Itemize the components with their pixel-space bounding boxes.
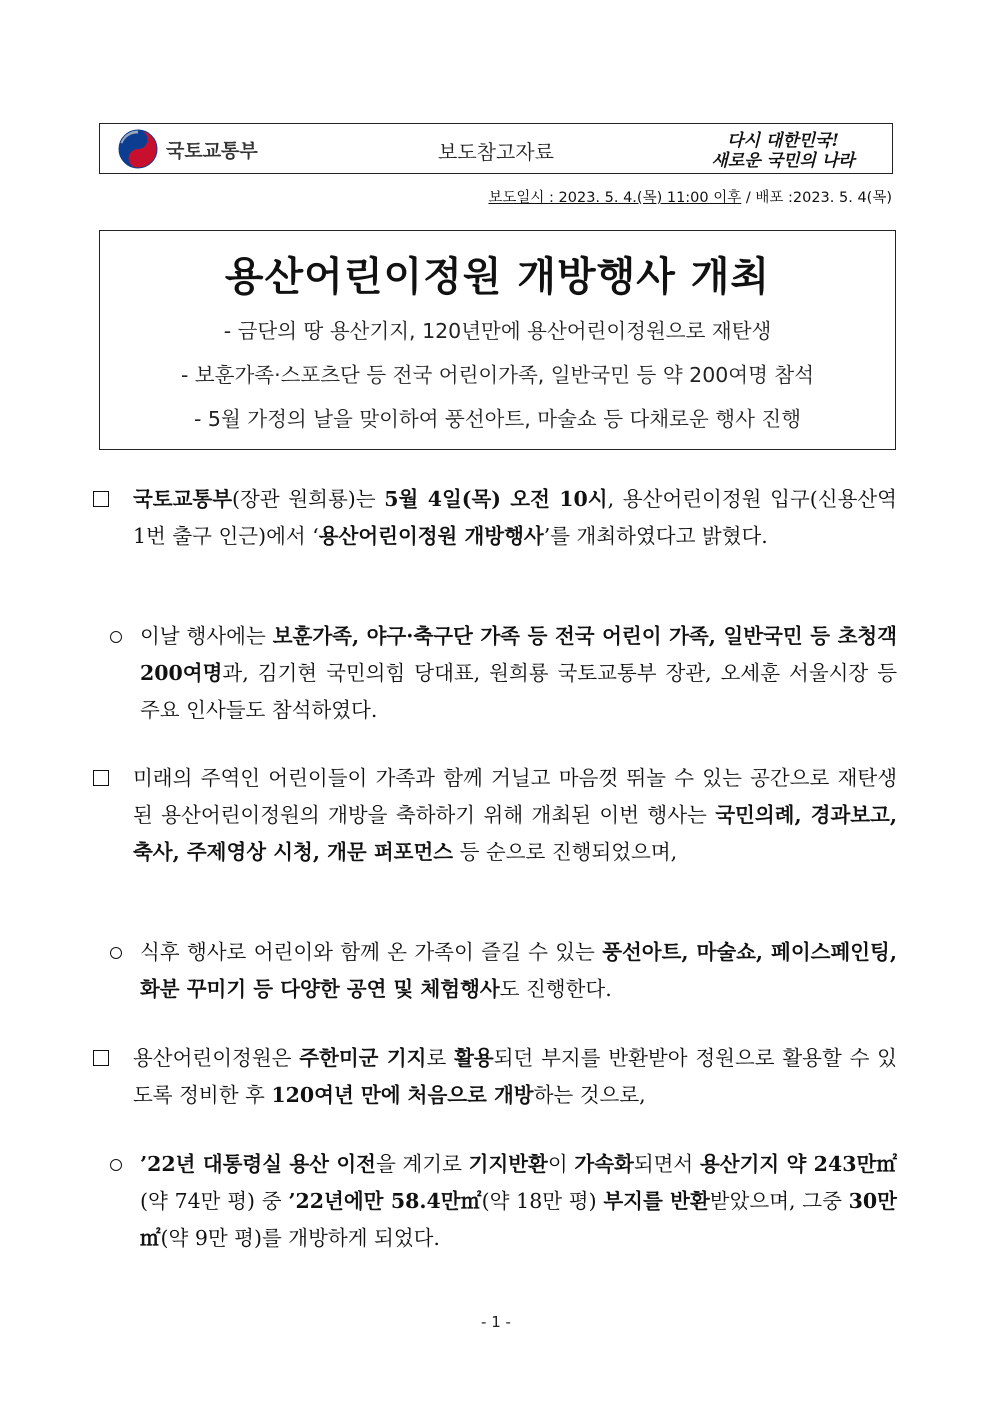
slogan-calligraphy xyxy=(694,128,872,170)
square-bullet xyxy=(93,760,109,798)
document-title: 용산어린이정원 개방행사 개최 xyxy=(224,254,771,300)
square-bullet xyxy=(93,1040,109,1078)
paragraph-text: 식후 행사로 어린이와 함께 온 가족이 즐길 수 있는 풍선아트, 마술쇼, 페이스페인팅, 화분 꾸미기 등 다양한 공연 및 체험행사도 진행한다. xyxy=(140,940,897,1001)
document-type: 보도참고자료 xyxy=(438,140,554,164)
paragraph-circle-2 xyxy=(110,934,897,1008)
paragraph-text: 용산어린이정원은 주한미군 기지로 활용되던 부지를 반환받아 정원으로 활용할 수 있도록 정비한 후 120여년 만에 처음으로 개방하는 것으로, xyxy=(133,1046,897,1107)
svg-text:새로운 국민의 나라: 새로운 국민의 나라 xyxy=(711,151,855,170)
subtitle: - 보훈가족·스포츠단 등 전국 어린이가족, 일반국민 등 약 200여명 참석 xyxy=(180,363,815,387)
paragraph-text: 이날 행사에는 보훈가족, 야구·축구단 가족 등 전국 어린이 가족, 일반국민 등 초청객 200여명과, 김기현 국민의힘 당대표, 원희룡 국토교통부 장관, 오세훈 서울시장 등 주요 인사들도 참석하였다. xyxy=(140,624,897,722)
circle-bullet xyxy=(110,934,122,971)
date-separator: / xyxy=(741,190,756,206)
page-number: - 1 - xyxy=(481,1313,511,1331)
release-date: 보도일시 : 2023. 5. 4.(목) 11:00 이후 xyxy=(488,190,742,206)
header-box xyxy=(99,123,893,174)
paragraph-circle-1 xyxy=(110,618,897,729)
square-bullet xyxy=(93,481,109,519)
distribution-date: 배포 :2023. 5. 4(목) xyxy=(755,190,892,206)
paragraph-circle-3 xyxy=(110,1146,897,1257)
paragraph-square-1 xyxy=(93,481,897,555)
paragraph-square-3 xyxy=(93,1040,897,1114)
release-date-line xyxy=(488,186,892,207)
paragraph-text: ’22년 대통령실 용산 이전을 계기로 기지반환이 가속화되면서 용산기지 약 243만㎡(약 74만 평) 중 ’22년에만 58.4만㎡(약 18만 평) 부지를 반환받았으며, 그중 30만㎡(약 9만 평)를 개방하게 되었다. xyxy=(140,1152,897,1250)
subtitle: - 금단의 땅 용산기지, 120년만에 용산어린이정원으로 재탄생 xyxy=(223,319,772,343)
circle-bullet xyxy=(110,1146,122,1183)
logo-text: 국토교통부 xyxy=(166,139,258,162)
title-box xyxy=(99,230,896,450)
circle-bullet xyxy=(110,618,122,655)
paragraph-text: 미래의 주역인 어린이들이 가족과 함께 거닐고 마음껏 뛰놀 수 있는 공간으로 재탄생된 용산어린이정원의 개방을 축하하기 위해 개최된 이번 행사는 국민의례, 경과보고, 축사, 주제영상 시청, 개문 퍼포먼스 등 순으로 진행되었으며, xyxy=(133,766,897,864)
paragraph-text: 국토교통부(장관 원희룡)는 5월 4일(목) 오전 10시, 용산어린이정원 입구(신용산역 1번 출구 인근)에서 ‘용산어린이정원 개방행사’를 개최하였다고 밝혔다. xyxy=(133,487,897,548)
paragraph-square-2 xyxy=(93,760,897,871)
svg-text:다시 대한민국!: 다시 대한민국! xyxy=(727,131,839,151)
subtitle: - 5월 가정의 날을 맞이하여 풍선아트, 마술쇼 등 다채로운 행사 진행 xyxy=(194,407,801,431)
